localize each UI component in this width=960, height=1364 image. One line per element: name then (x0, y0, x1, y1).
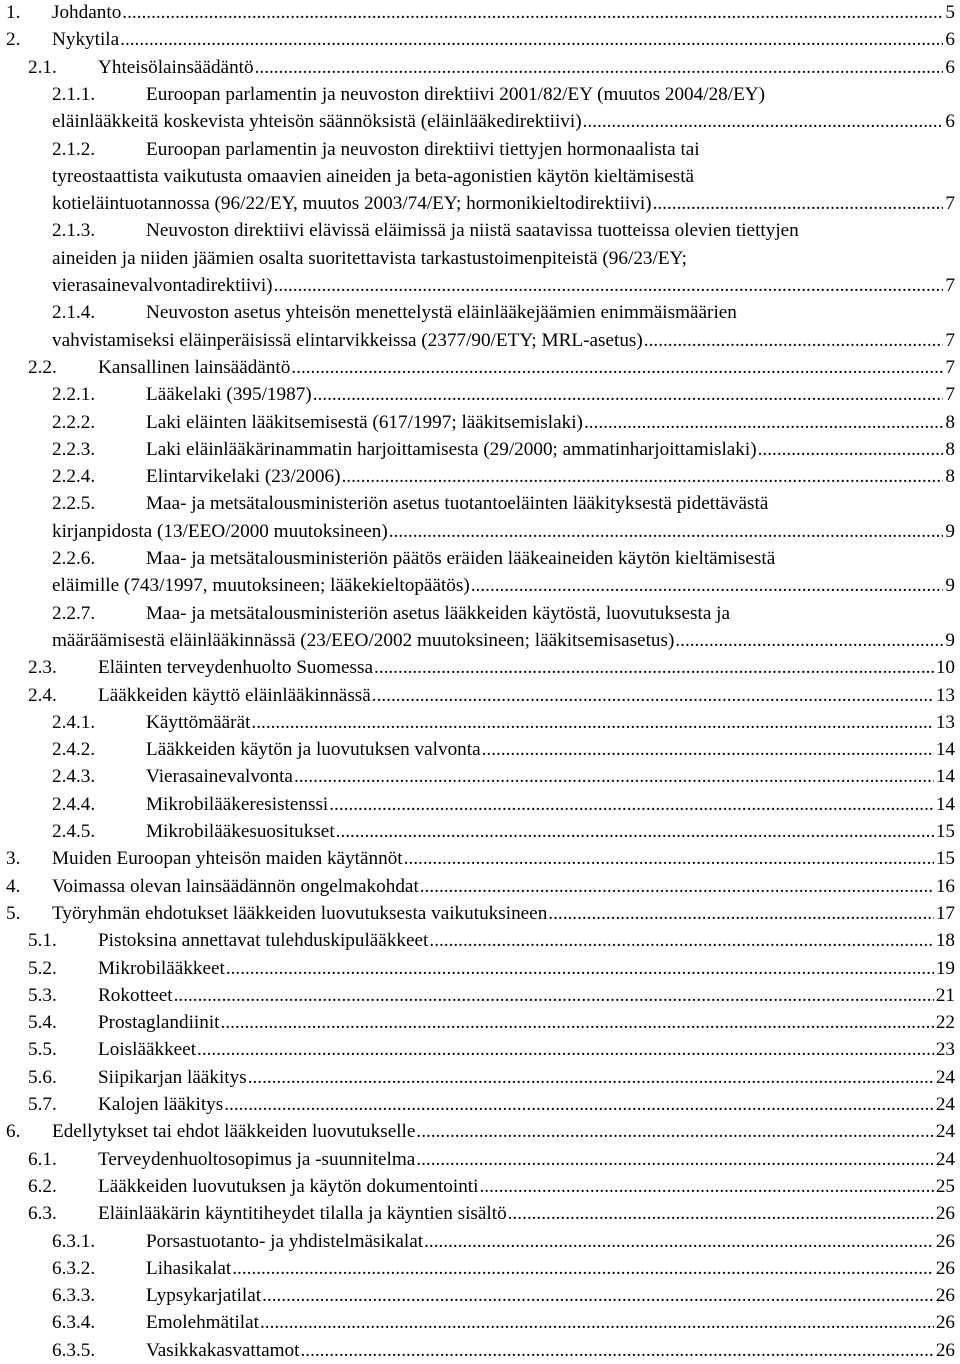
dot-leader (644, 327, 944, 354)
toc-line (0, 1036, 960, 1063)
toc-page-number: 24 (935, 1066, 955, 1088)
toc-number: 2.2.2. (52, 411, 96, 433)
toc-title: Eläinlääkärin käyntitiheydet tilalla ja käyntien sisältö (98, 1203, 507, 1225)
toc-title: Maa- ja metsätalousministeriön asetus tuotantoeläinten lääkityksestä pidettävästä (146, 493, 769, 515)
dot-leader (120, 26, 943, 53)
toc-line (0, 0, 960, 26)
toc-title: vahvistamiseksi eläinperäisissä elintarvikkeissa (2377/90/ETY; MRL-asetus) (52, 329, 643, 351)
dot-leader (424, 1228, 934, 1255)
toc-title: Maa- ja metsätalousministeriön asetus lääkkeiden käytöstä, luovutuksesta ja (146, 602, 731, 624)
toc-number: 6.3.5. (52, 1339, 96, 1361)
toc-page-number: 23 (935, 1039, 955, 1061)
toc-number: 5.4. (28, 1012, 57, 1034)
toc-line (0, 518, 960, 545)
toc-page-number: 15 (935, 848, 955, 870)
toc-line (0, 1173, 960, 1200)
toc-number: 2.1.2. (52, 138, 96, 160)
toc-line (0, 1200, 960, 1227)
toc-title: Prostaglandiinit (98, 1012, 220, 1034)
toc-title: Porsastuotanto- ja yhdistelmäsikalat (146, 1230, 424, 1252)
toc-title: Käyttömäärät (146, 711, 251, 733)
toc-number: 6.3.4. (52, 1312, 96, 1334)
dot-leader (122, 0, 943, 26)
toc-line (0, 873, 960, 900)
toc-title: Lääkkeiden käytön ja luovutuksen valvonta (146, 739, 481, 761)
toc-line (0, 1064, 960, 1091)
toc-line (0, 627, 960, 654)
toc-page-number: 13 (935, 711, 955, 733)
dot-leader (248, 1064, 934, 1091)
toc-line (0, 190, 960, 217)
toc-number: 1. (6, 2, 21, 23)
toc-line (0, 81, 960, 108)
toc-number: 2.2.1. (52, 384, 96, 406)
toc-number: 2.4. (28, 684, 57, 706)
toc-title: Lääkelaki (395/1987) (146, 384, 312, 406)
toc-line (0, 791, 960, 818)
toc-title: Lypsykarjatilat (146, 1285, 262, 1307)
toc-title: Eläinten terveydenhuolto Suomessa (98, 657, 373, 679)
toc-title: Terveydenhuoltosopimus ja -suunnitelma (98, 1148, 416, 1170)
toc-page-number: 15 (935, 821, 955, 842)
toc-title: eläinlääkkeitä koskevista yhteisön säännöksistä (eläinlääkedirektiivi) (52, 111, 582, 133)
toc-number: 6.1. (28, 1148, 57, 1170)
toc-number: 6.3. (28, 1203, 57, 1225)
toc-line (0, 709, 960, 736)
dot-leader (274, 272, 944, 299)
toc-line (0, 654, 960, 681)
toc-title: Emolehmätilat (146, 1312, 259, 1334)
toc-number: 2.4.4. (52, 793, 96, 815)
toc-line (0, 927, 960, 954)
toc-title: Lääkkeiden luovutuksen ja käytön dokumentointi (98, 1175, 479, 1197)
toc-title: Mikrobilääkesuositukset (146, 821, 335, 842)
dot-leader (471, 572, 944, 599)
dot-leader (758, 436, 944, 463)
toc-title: Vasikkakasvattamot (146, 1339, 300, 1361)
dot-leader (313, 381, 944, 408)
dot-leader (226, 955, 934, 982)
toc-page-number: 24 (935, 1094, 955, 1115)
toc-page-number: 8 (945, 411, 955, 433)
toc-page-number: 8 (945, 438, 955, 460)
toc-number: 2.2.5. (52, 493, 96, 515)
toc-title: Euroopan parlamentin ja neuvoston direktiivi 2001/82/EY (muutos 2004/28/EY) (146, 83, 766, 105)
toc-number: 3. (6, 848, 21, 870)
toc-line (0, 217, 960, 244)
toc-page-number: 14 (935, 793, 955, 815)
toc-page-number: 26 (935, 1203, 955, 1225)
toc-page-number: 19 (935, 957, 955, 979)
dot-leader (221, 1009, 934, 1036)
toc-line (0, 1255, 960, 1282)
toc-page-number: 26 (935, 1285, 955, 1307)
toc-number: 6.3.3. (52, 1285, 96, 1307)
toc-line (0, 818, 960, 845)
dot-leader (294, 763, 934, 790)
toc-page-number: 14 (935, 766, 955, 788)
toc-page-number: 26 (935, 1230, 955, 1252)
toc-line (0, 736, 960, 763)
toc-title: Lääkkeiden käyttö eläinlääkinnässä (98, 684, 371, 706)
toc-page-number: 24 (935, 1148, 955, 1170)
toc-page-number: 22 (935, 1012, 955, 1034)
dot-leader (416, 1118, 933, 1145)
toc-line (0, 54, 960, 81)
toc-number: 2. (6, 29, 21, 51)
toc-title: Lihasikalat (146, 1257, 232, 1279)
toc-title: kotieläintuotannossa (96/22/EY, muutos 2003/74/EY; hormonikieltodirektiivi) (52, 193, 652, 215)
toc-line (0, 381, 960, 408)
toc-page-number: 26 (935, 1339, 955, 1361)
dot-leader (548, 900, 934, 927)
dot-leader (653, 190, 944, 217)
toc-page-number: 13 (935, 684, 955, 706)
dot-leader (291, 354, 943, 381)
toc-title: Elintarvikelaki (23/2006) (146, 466, 341, 488)
toc-number: 2.2. (28, 356, 57, 378)
toc-page-number: 26 (935, 1312, 955, 1334)
toc-number: 5.2. (28, 957, 57, 979)
toc-title: Muiden Euroopan yhteisön maiden käytännöt (52, 848, 403, 870)
toc-title: kirjanpidosta (13/EEO/2000 muutoksineen) (52, 520, 388, 542)
toc-line (0, 409, 960, 436)
toc-page-number: 24 (935, 1121, 955, 1143)
toc-line (0, 900, 960, 927)
toc-page-number: 14 (935, 739, 955, 761)
toc-line (0, 600, 960, 627)
dot-leader (251, 709, 933, 736)
toc-line (0, 572, 960, 599)
toc-title: määräämisestä eläinlääkinnässä (23/EEO/2002 muutoksineen; lääkitsemisasetus) (52, 629, 675, 651)
toc-number: 5.1. (28, 930, 57, 952)
toc-number: 2.1. (28, 56, 57, 78)
toc-number: 2.4.1. (52, 711, 96, 733)
toc-number: 2.1.4. (52, 302, 96, 324)
toc-number: 2.3. (28, 657, 57, 679)
toc-line (0, 436, 960, 463)
toc-line (0, 354, 960, 381)
dot-leader (374, 654, 934, 681)
toc-title: Laki eläinlääkärinammatin harjoittamisesta (29/2000; ammatinharjoittamislaki) (146, 438, 757, 460)
toc-line (0, 163, 960, 190)
dot-leader (389, 518, 944, 545)
toc-line (0, 272, 960, 299)
toc-number: 2.2.6. (52, 548, 96, 569)
toc-line (0, 108, 960, 135)
dot-leader (420, 873, 934, 900)
toc-line (0, 299, 960, 326)
toc-line (0, 1009, 960, 1036)
toc-page-number: 10 (935, 657, 955, 679)
toc-line (0, 682, 960, 709)
dot-leader (482, 736, 934, 763)
dot-leader (336, 818, 934, 845)
toc-line (0, 1228, 960, 1255)
dot-leader (675, 627, 943, 654)
dot-leader (584, 409, 943, 436)
toc-number: 2.1.3. (52, 220, 96, 242)
toc-line (0, 327, 960, 354)
toc-title: Maa- ja metsätalousministeriön päätös eräiden lääkeaineiden käytön kieltämisestä (146, 548, 776, 569)
toc-number: 6.2. (28, 1175, 57, 1197)
toc-page-number: 17 (935, 902, 955, 924)
toc-number: 2.4.2. (52, 739, 96, 761)
toc-page-number: 6 (945, 29, 955, 51)
toc-line (0, 1282, 960, 1309)
dot-leader (262, 1282, 934, 1309)
toc-number: 2.1.1. (52, 83, 96, 105)
dot-leader (232, 1255, 934, 1282)
toc-title: Johdanto (52, 2, 122, 23)
toc-line (0, 955, 960, 982)
toc-number: 5. (6, 902, 21, 924)
toc-number: 6.3.2. (52, 1257, 96, 1279)
toc-title: Rokotteet (98, 984, 173, 1006)
toc-title: Työryhmän ehdotukset lääkkeiden luovutuksesta vaikutuksineen (52, 902, 548, 924)
toc-page-number: 18 (935, 930, 955, 952)
toc-number: 2.2.3. (52, 438, 96, 460)
toc-page-number: 5 (945, 2, 955, 23)
toc-title: Pistoksina annettavat tulehduskipulääkkeet (98, 930, 429, 952)
toc-title: eläimille (743/1997, muutoksineen; lääkekieltopäätös) (52, 575, 470, 597)
toc-title: Siipikarjan lääkitys (98, 1066, 247, 1088)
toc-line (0, 490, 960, 517)
toc-number: 6. (6, 1121, 21, 1143)
toc-line (0, 26, 960, 53)
toc-page-number: 21 (935, 984, 955, 1006)
toc-line (0, 1118, 960, 1145)
toc-title: Neuvoston direktiivi elävissä eläimissä ja niistä saatavissa tuotteissa olevien tiettyjen (146, 220, 799, 242)
toc-line (0, 1309, 960, 1336)
dot-leader (255, 54, 944, 81)
toc-title: Loislääkkeet (98, 1039, 197, 1061)
toc-line (0, 1146, 960, 1173)
toc-page-number: 7 (945, 193, 955, 215)
toc-line (0, 845, 960, 872)
toc-line (0, 763, 960, 790)
dot-leader (372, 682, 934, 709)
toc-title: Nykytila (52, 29, 120, 51)
toc-title: aineiden ja niiden jäämien osalta suoritettavista tarkastustoimenpiteistä (96/23/EY; (52, 247, 687, 269)
toc-number: 2.4.5. (52, 821, 96, 842)
toc-title: Kalojen lääkitys (98, 1094, 224, 1115)
toc-title: Vierasainevalvonta (146, 766, 293, 788)
toc-page-number: 7 (945, 329, 955, 351)
dot-leader (342, 463, 944, 490)
toc-number: 5.7. (28, 1094, 57, 1115)
toc-number: 5.3. (28, 984, 57, 1006)
toc-title: Voimassa olevan lainsäädännön ongelmakohdat (52, 875, 419, 897)
dot-leader (416, 1146, 933, 1173)
toc-title: tyreostaattista vaikutusta omaavien aineiden ja beta-agonistien käytön kieltämisestä (52, 165, 695, 187)
dot-leader (429, 927, 933, 954)
toc-page-number: 7 (945, 356, 955, 378)
dot-leader (329, 791, 934, 818)
dot-leader (174, 982, 934, 1009)
toc-number: 5.5. (28, 1039, 57, 1061)
toc-page-number: 8 (945, 466, 955, 488)
toc-page-number: 26 (935, 1257, 955, 1279)
toc-page-number: 9 (945, 575, 955, 597)
toc-line (0, 136, 960, 163)
toc-title: Yhteisölainsäädäntö (98, 56, 254, 78)
toc-title: Euroopan parlamentin ja neuvoston direktiivi tiettyjen hormonaalista tai (146, 138, 700, 160)
toc-page-number: 16 (935, 875, 955, 897)
toc-title: Mikrobilääkeresistenssi (146, 793, 329, 815)
toc-number: 5.6. (28, 1066, 57, 1088)
toc-title: Laki eläinten lääkitsemisestä (617/1997; lääkitsemislaki) (146, 411, 583, 433)
toc-page-number: 7 (945, 384, 955, 406)
toc-title: Edellytykset tai ehdot lääkkeiden luovutukselle (52, 1121, 416, 1143)
toc-page-number: 6 (945, 56, 955, 78)
toc-line (0, 463, 960, 490)
toc-title: Kansallinen lainsäädäntö (98, 356, 291, 378)
toc-number: 6.3.1. (52, 1230, 96, 1252)
dot-leader (404, 845, 934, 872)
toc-title: Mikrobilääkkeet (98, 957, 225, 979)
toc-title: Neuvoston asetus yhteisön menettelystä eläinlääkejäämien enimmäismäärien (146, 302, 737, 324)
toc-line (0, 545, 960, 572)
toc-number: 2.2.7. (52, 602, 96, 624)
dot-leader (479, 1173, 933, 1200)
dot-leader (583, 108, 944, 135)
dot-leader (224, 1091, 934, 1118)
toc-line (0, 1091, 960, 1118)
toc-number: 4. (6, 875, 21, 897)
toc-page-number: 9 (945, 629, 955, 651)
toc-line (0, 245, 960, 272)
toc-page-number: 25 (935, 1175, 955, 1197)
toc-page-number: 7 (945, 275, 955, 296)
toc-number: 2.4.3. (52, 766, 96, 788)
dot-leader (508, 1200, 934, 1227)
dot-leader (197, 1036, 934, 1063)
toc-page-number: 6 (945, 111, 955, 133)
toc-title: vierasainevalvontadirektiivi) (52, 275, 273, 296)
dot-leader (260, 1309, 934, 1336)
toc-page-number: 9 (945, 520, 955, 542)
toc-number: 2.2.4. (52, 466, 96, 488)
toc-line (0, 982, 960, 1009)
